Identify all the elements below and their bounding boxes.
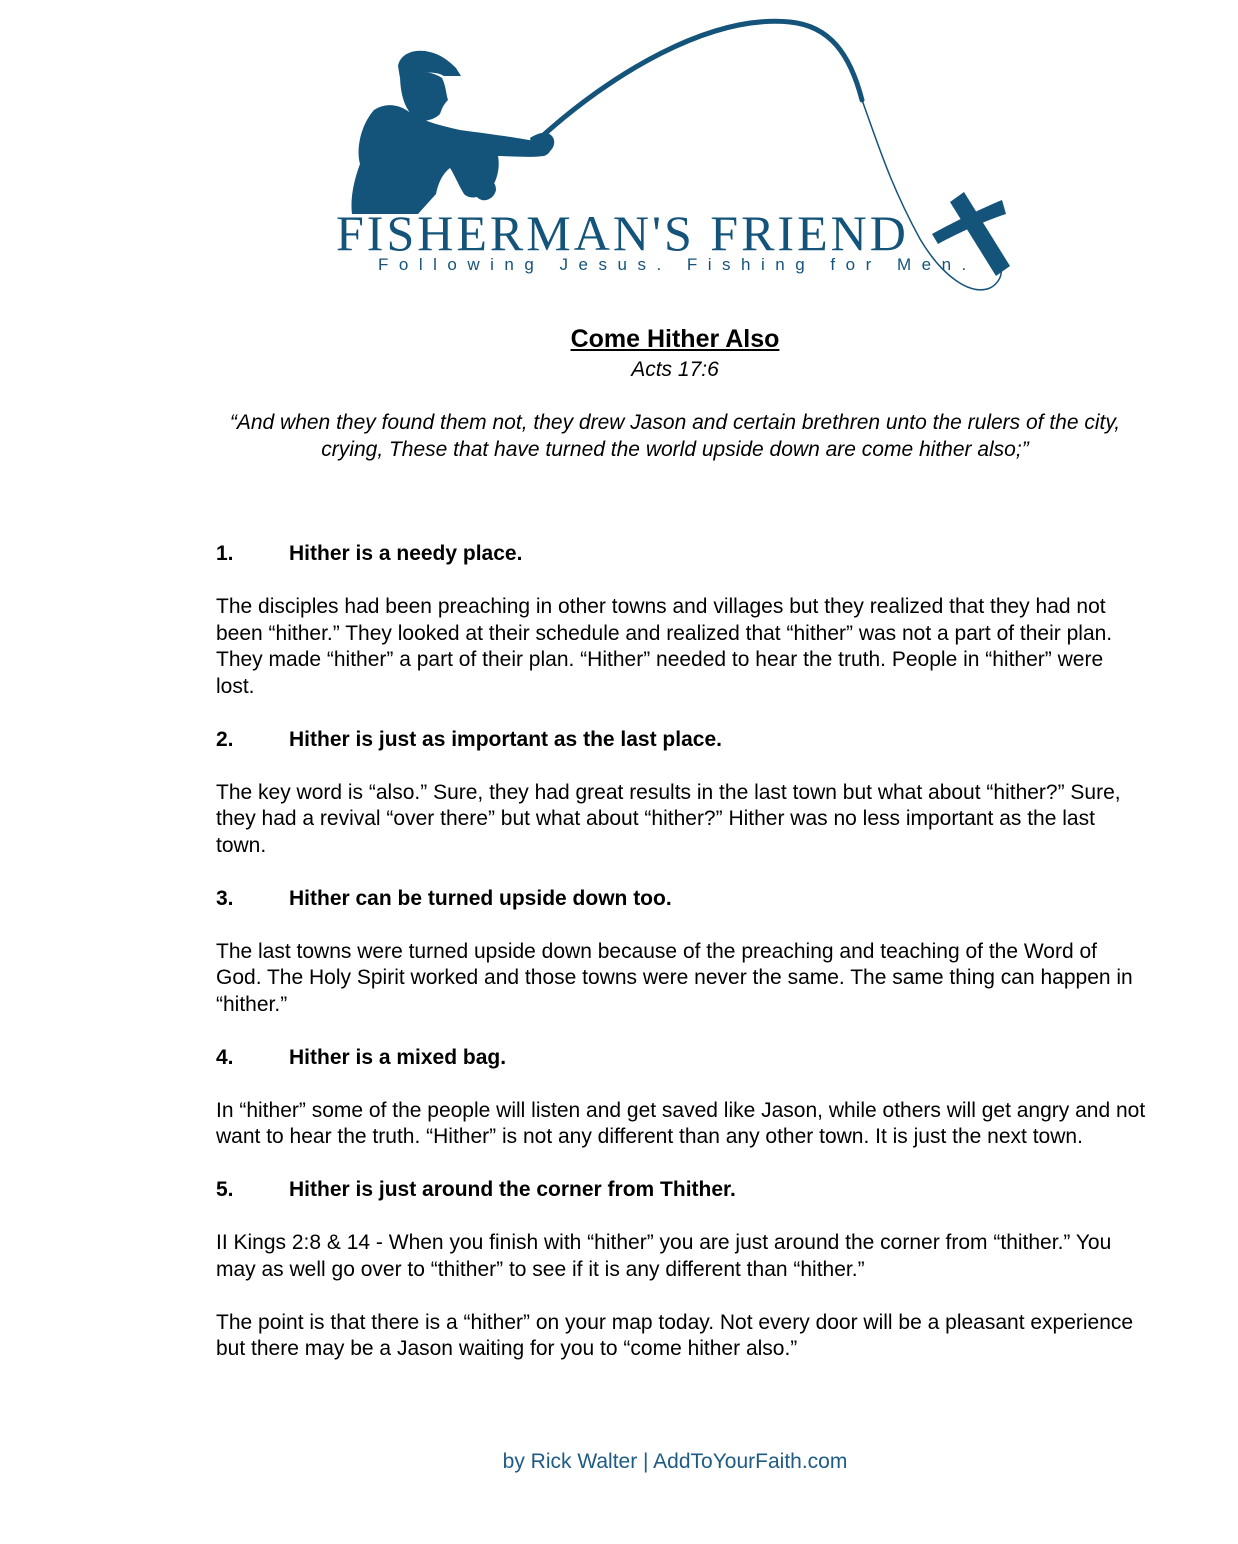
- point-title: Hither is a mixed bag.: [289, 1045, 507, 1069]
- title-block: [0, 322, 1238, 384]
- outline-point: [216, 1045, 1146, 1151]
- point-body: II Kings 2:8 & 14 - When you finish with “hither” you are just around the corner from “thither.” You may as well go over to “thither” to see if it is any different than “hither.”: [216, 1231, 1112, 1281]
- document-title: Come Hither Also: [570, 325, 780, 353]
- point-number: 5.: [216, 1178, 234, 1201]
- fishermans-friend-logo: [330, 14, 1030, 304]
- scripture-quote: “And when they found them not, they drew Jason and certain brethren unto the rulers of the city, crying, These that have turned the world upside down are come hither also;”: [229, 411, 1121, 461]
- fishing-rod: [538, 21, 862, 140]
- fisherman-silhouette-icon: [351, 51, 554, 214]
- author-byline: by Rick Walter | AddToYourFaith.com: [502, 1450, 848, 1473]
- point-body: The last towns were turned upside down because of the preaching and teaching of the Word of God. The Holy Spirit worked and those towns were never the same. The same thing can happen in “hither.”: [216, 939, 1133, 1016]
- point-heading: [216, 1177, 1146, 1204]
- logo-wordmark: FISHERMAN'S FRIEND: [336, 205, 909, 261]
- logo-tagline: Following Jesus. Fishing for Men.: [378, 255, 977, 274]
- point-heading: [216, 541, 1146, 568]
- point-title: Hither is just around the corner from Thither.: [289, 1178, 736, 1201]
- point-title: Hither can be turned upside down too.: [289, 886, 672, 910]
- scripture-reference: Acts 17:6: [631, 358, 719, 381]
- point-title: Hither is a needy place.: [289, 542, 523, 565]
- point-number: 1.: [216, 542, 234, 565]
- conclusion-paragraph: The point is that there is a “hither” on your map today. Not every door will be a pleasant experience but there may be a Jason waiting for you to “come hither also.”: [216, 1310, 1134, 1360]
- outline-point: [216, 727, 1146, 860]
- point-number: 2.: [216, 727, 234, 751]
- point-heading: [216, 727, 1146, 754]
- point-number: 3.: [216, 886, 234, 910]
- point-body: The disciples had been preaching in other towns and villages but they realized that they had not been “hither.” They looked at their schedule and realized that “hither” was not a part of their plan. They made “hither” a part of their plan. “Hither” needed to hear the truth. People in “hither” were lost.: [216, 595, 1113, 698]
- outline-point: [216, 541, 1146, 700]
- point-body: The key word is “also.” Sure, they had great results in the last town but what about “hither?” Sure, they had a revival “over there” but what about “hither?” Hither was no less important as the last town.: [216, 780, 1121, 857]
- outline-point: [216, 1177, 1146, 1283]
- point-title: Hither is just as important as the last place.: [289, 727, 722, 751]
- point-number: 4.: [216, 1045, 234, 1069]
- point-heading: [216, 886, 1146, 913]
- point-body: In “hither” some of the people will listen and get saved like Jason, while others will get angry and not want to hear the truth. “Hither” is not any different than any other town. It is just the next town.: [216, 1098, 1146, 1148]
- point-heading: [216, 1045, 1146, 1072]
- outline-point: [216, 886, 1146, 1019]
- sermon-outline: [216, 541, 1146, 1389]
